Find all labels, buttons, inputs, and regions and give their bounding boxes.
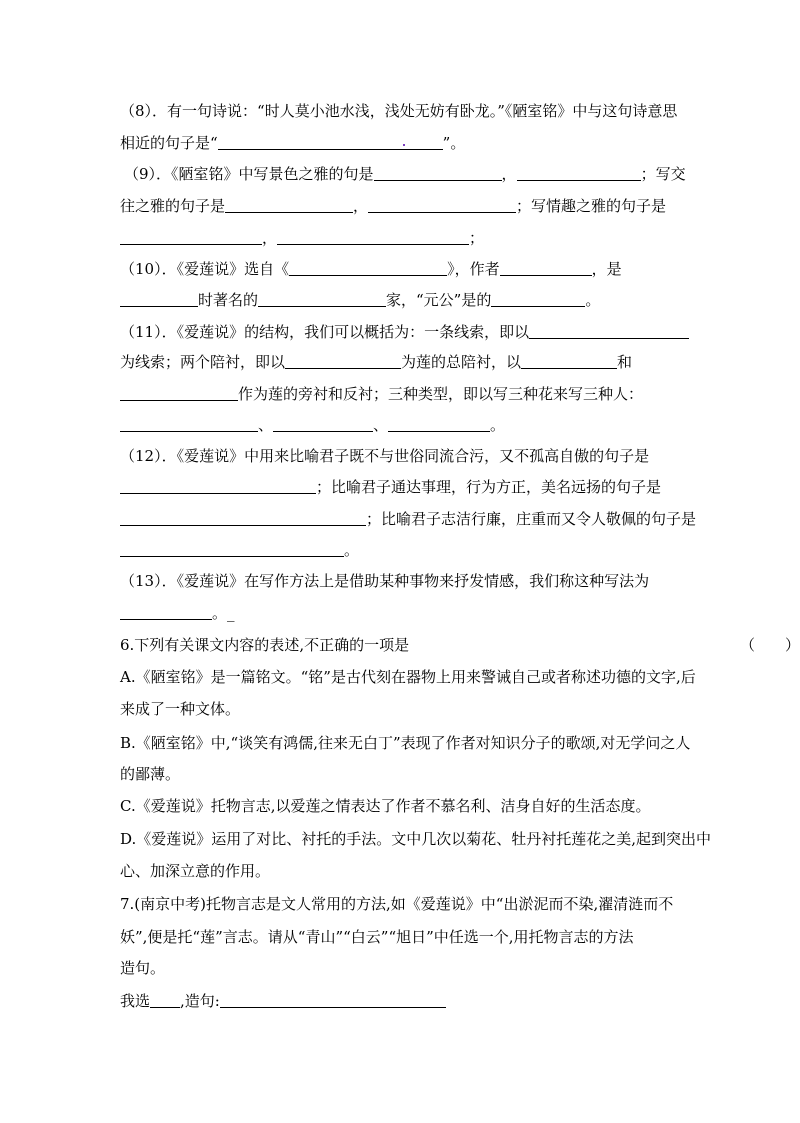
q6-option-a: A.《陋室铭》是一篇铭文。“铭”是古代刻在器物上用来警诫自己或者称述功德的文字,后 <box>120 668 696 686</box>
q10-text-3: 时著名的 <box>198 291 259 309</box>
q6-option-b-cont: 的鄙薄。 <box>120 765 181 783</box>
q12-blank-1[interactable] <box>120 479 316 494</box>
q10-period: 。 <box>585 291 601 309</box>
q10-source-blank[interactable] <box>289 261 447 276</box>
q9-stem: （9）．《陋室铭》中写景色之雅的句是 <box>124 165 374 183</box>
q11-text-2: 为莲的总陪衬，以 <box>401 353 522 371</box>
q13-blank[interactable] <box>120 605 212 620</box>
q12-blank-3[interactable] <box>120 542 344 557</box>
q11-side-foil-blank-1[interactable] <box>521 354 617 369</box>
q7-stem: 7.(南京中考)托物言志是文人常用的方法,如《爱莲说》中“出淤泥而不染,濯清涟而不 <box>120 895 674 913</box>
q6-option-d-2 <box>120 861 680 881</box>
q7-stem-end: 造句。 <box>120 959 166 977</box>
q10-dynasty-blank[interactable] <box>120 292 198 307</box>
q12-blank-2[interactable] <box>120 511 366 526</box>
q11-line-1 <box>120 322 680 342</box>
q12-line-3 <box>120 509 697 529</box>
q13-line-2 <box>120 603 680 623</box>
q9-social-blank-1[interactable] <box>225 198 353 213</box>
q9-interest-blank-1[interactable] <box>120 230 262 245</box>
q6-stem: 6.下列有关课文内容的表述,不正确的一项是 <box>120 636 410 654</box>
q6-option-d-cont: 心、加深立意的作用。 <box>120 862 271 880</box>
q7-stem-cont: 妖”,便是托“莲”言志。请从“青山”“白云”“旭日”中任选一个,用托物言志的方法 <box>120 928 634 946</box>
q10-author-blank[interactable] <box>500 261 592 276</box>
q10-stem: （10）．《爱莲说》选自《 <box>120 260 290 278</box>
q9-text-1: ；写交 <box>640 165 686 183</box>
q9-scenery-blank-2[interactable] <box>517 166 641 181</box>
q11-line-2 <box>120 352 680 372</box>
q11-clue-blank[interactable] <box>529 324 689 339</box>
q9-comma-2: ， <box>353 197 369 215</box>
pen-mark-dot <box>403 144 405 146</box>
q9-line-3 <box>120 228 680 248</box>
q9-text-2: 往之雅的句子是 <box>120 197 226 215</box>
q8-stem: （8）．有一句诗说：“时人莫小池水浅，浅处无妨有卧龙。”《陋室铭》中与这句诗意思 <box>120 102 678 120</box>
q7-line-3 <box>120 958 680 978</box>
q12-stem: （12）．《爱莲说》中用来比喻君子既不与世俗同流合污，又不孤高自傲的句子是 <box>120 447 650 465</box>
q9-text-3: ；写情趣之雅的句子是 <box>516 197 667 215</box>
q9-comma-3: ， <box>262 229 278 247</box>
q13-line-1 <box>120 571 680 591</box>
q9-social-blank-2[interactable] <box>368 198 516 213</box>
q6-option-b-2 <box>120 764 680 784</box>
q7-sentence-label: ,造句: <box>180 992 220 1010</box>
q9-scenery-blank-1[interactable] <box>374 166 502 181</box>
q6-option-a-2 <box>120 699 680 719</box>
q13-stem: （13）．《爱莲说》在写作方法上是借助某种事物来抒发情感，我们称这种写法为 <box>120 572 650 590</box>
q9-interest-blank-2[interactable] <box>277 230 469 245</box>
q7-sentence-blank[interactable] <box>220 993 446 1008</box>
q6-option-c <box>120 796 680 816</box>
q8-close-quote: ”。 <box>442 134 466 152</box>
q8-prompt: 相近的句子是“ <box>120 134 218 152</box>
q10-field-blank[interactable] <box>258 292 386 307</box>
q6-option-a-1 <box>120 667 696 687</box>
q12-period: 。 <box>344 541 360 559</box>
q11-stem: （11）．《爱莲说》的结构，我们可以概括为：一条线索，即以 <box>120 323 530 341</box>
q10-text-1: 》，作者 <box>447 260 500 278</box>
q6-option-a-cont: 来成了一种文体。 <box>120 700 241 718</box>
q8-answer-blank[interactable] <box>218 135 443 150</box>
q11-type-blank-2[interactable] <box>273 417 373 432</box>
q12-line-1 <box>120 446 680 466</box>
q7-choice-blank[interactable] <box>150 993 180 1008</box>
q12-line-4 <box>120 540 680 560</box>
q11-sep-1: 、 <box>258 416 274 434</box>
q6-option-d-1 <box>120 829 712 849</box>
q9-line-1 <box>124 164 684 184</box>
q6-answer-paren[interactable]: （ ） <box>740 636 800 654</box>
q6-option-c-text: C.《爱莲说》托物言志,以爱莲之情表达了作者不慕名利、洁身自好的生活态度。 <box>120 797 651 815</box>
q12-line-2 <box>120 477 680 497</box>
q11-text-3: 和 <box>617 353 633 371</box>
q9-comma-1: ， <box>501 165 517 183</box>
q8-line-1 <box>120 101 680 121</box>
q7-choice-label: 我选 <box>120 992 151 1010</box>
q10-title-blank[interactable] <box>491 292 585 307</box>
q7-answer-line <box>120 991 680 1011</box>
q11-sep-2: 、 <box>373 416 389 434</box>
q11-type-blank-1[interactable] <box>120 417 258 432</box>
q11-period: 。 <box>490 416 506 434</box>
q8-line-2 <box>120 133 680 153</box>
q7-line-2 <box>120 927 680 947</box>
q12-text-2: ；比喻君子志洁行廉，庄重而又令人敬佩的句子是 <box>366 510 697 528</box>
q10-text-4: 家，“元公”是的 <box>386 291 492 309</box>
q6-option-d: D.《爱莲说》运用了对比、衬托的手法。文中几次以菊花、牡丹衬托莲花之美,起到突出中 <box>120 830 712 848</box>
q11-side-foil-blank-2[interactable] <box>120 386 238 401</box>
q11-type-blank-3[interactable] <box>388 417 490 432</box>
q7-line-1 <box>120 894 680 914</box>
q11-text-4: 作为莲的旁衬和反衬；三种类型，即以写三种花来写三种人： <box>238 385 644 403</box>
q9-semicolon: ； <box>469 229 485 247</box>
q6-option-b-1 <box>120 733 691 753</box>
q13-period: 。_ <box>212 604 235 622</box>
q11-general-foil-blank[interactable] <box>285 354 401 369</box>
q10-line-2 <box>120 290 680 310</box>
q10-text-2: ，是 <box>591 260 622 278</box>
q12-text-1: ；比喻君子通达事理，行为方正，美名远扬的句子是 <box>316 478 662 496</box>
q9-line-2 <box>120 196 680 216</box>
q10-line-1 <box>120 259 680 279</box>
q6-line-stem <box>120 635 800 655</box>
q6-option-b: B.《陋室铭》中,“谈笑有鸿儒,往来无白丁”表现了作者对知识分子的歌颂,对无学问之人 <box>120 734 691 752</box>
q11-line-4 <box>120 415 680 435</box>
q11-text-1: 为线索；两个陪衬，即以 <box>120 353 286 371</box>
q11-line-3 <box>120 384 680 404</box>
